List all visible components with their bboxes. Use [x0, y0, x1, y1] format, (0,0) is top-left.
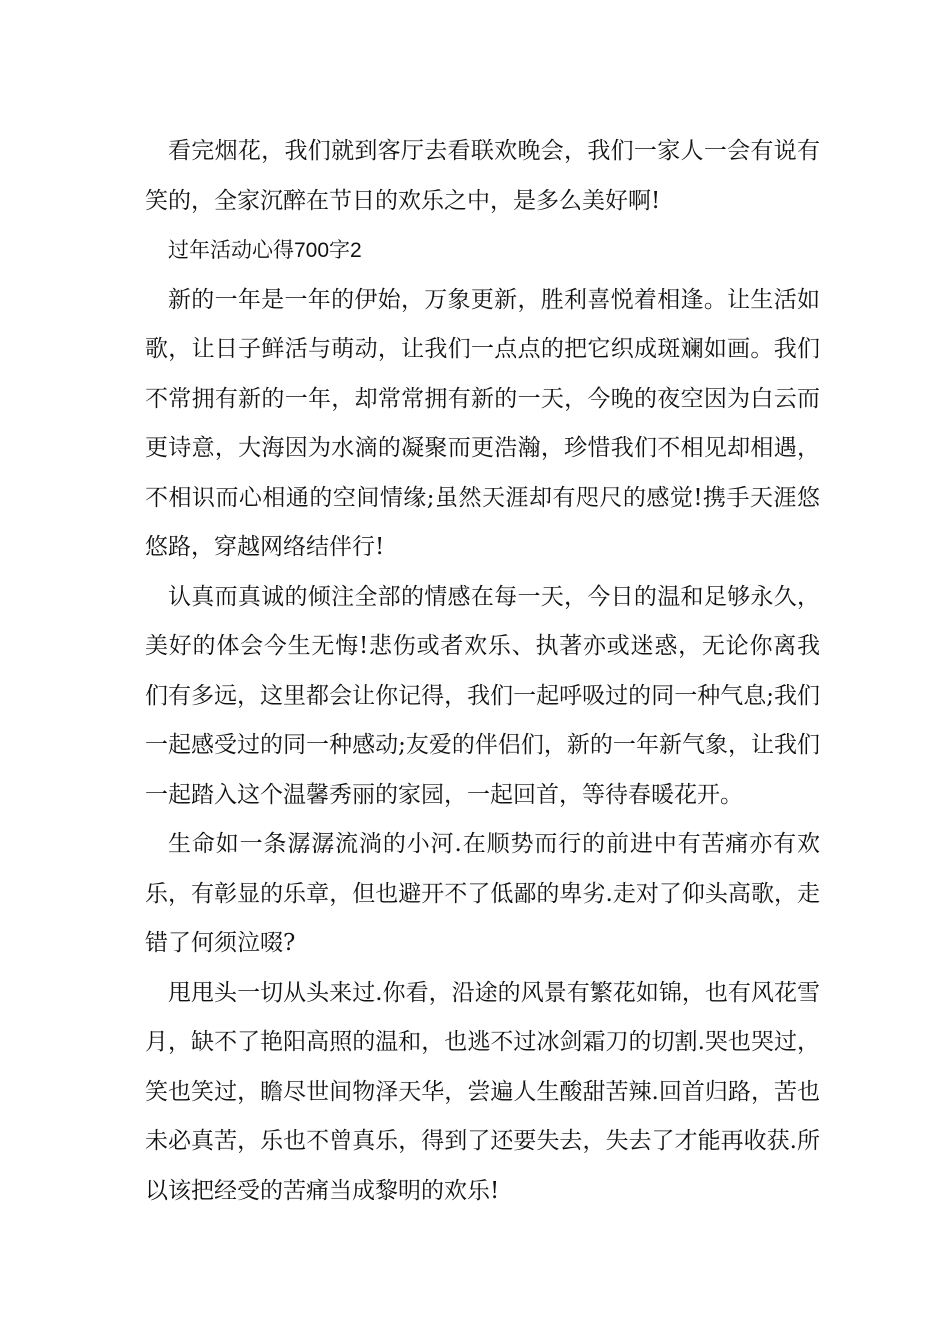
paragraph-sincere: 认真而真诚的倾注全部的情感在每一天，今日的温和足够永久，美好的体会今生无悔!悲伤或者欢乐、执著亦或迷惑，无论你离我们有多远，这里都会让你记得，我们一起呼吸过的同一种气息;我们一起感受过的同一种感动;友爱的伴侣们，新的一年新气象，让我们一起踏入这个温馨秀丽的家园，一起回首，等待春暖花开。 [145, 583, 820, 808]
paragraph-start-over: 甩甩头一切从头来过.你看，沿途的风景有繁花如锦，也有风花雪月，缺不了艳阳高照的温和，也逃不过冰剑霜刀的切割.哭也哭过，笑也笑过，瞻尽世间物泽天华，尝遍人生酸甜苦辣.回首归路，苦也未必真苦，乐也不曾真乐，得到了还要失去，失去了才能再收获.所以该把经受的苦痛当成黎明的欢乐! [145, 979, 820, 1204]
section-heading: 过年活动心得700字2 [168, 239, 362, 262]
paragraph-new-year: 新的一年是一年的伊始，万象更新，胜利喜悦着相逢。让生活如歌，让日子鲜活与萌动，让我们一点点的把它织成斑斓如画。我们不常拥有新的一年，却常常拥有新的一天，今晚的夜空因为白云而更诗意，大海因为水滴的凝聚而更浩瀚，珍惜我们不相见却相遇，不相识而心相通的空间情缘;虽然天涯却有咫尺的感觉!携手天涯悠悠路，穿越网络结伴行! [145, 286, 820, 560]
paragraph-fireworks: 看完烟花，我们就到客厅去看联欢晚会，我们一家人一会有说有笑的，全家沉醉在节日的欢乐之中，是多么美好啊! [145, 138, 820, 214]
document-body [145, 127, 820, 1216]
paragraph-river: 生命如一条潺潺流淌的小河.在顺势而行的前进中有苦痛亦有欢乐，有彰显的乐章，但也避开不了低鄙的卑劣.走对了仰头高歌，走错了何须泣啜? [145, 831, 820, 956]
